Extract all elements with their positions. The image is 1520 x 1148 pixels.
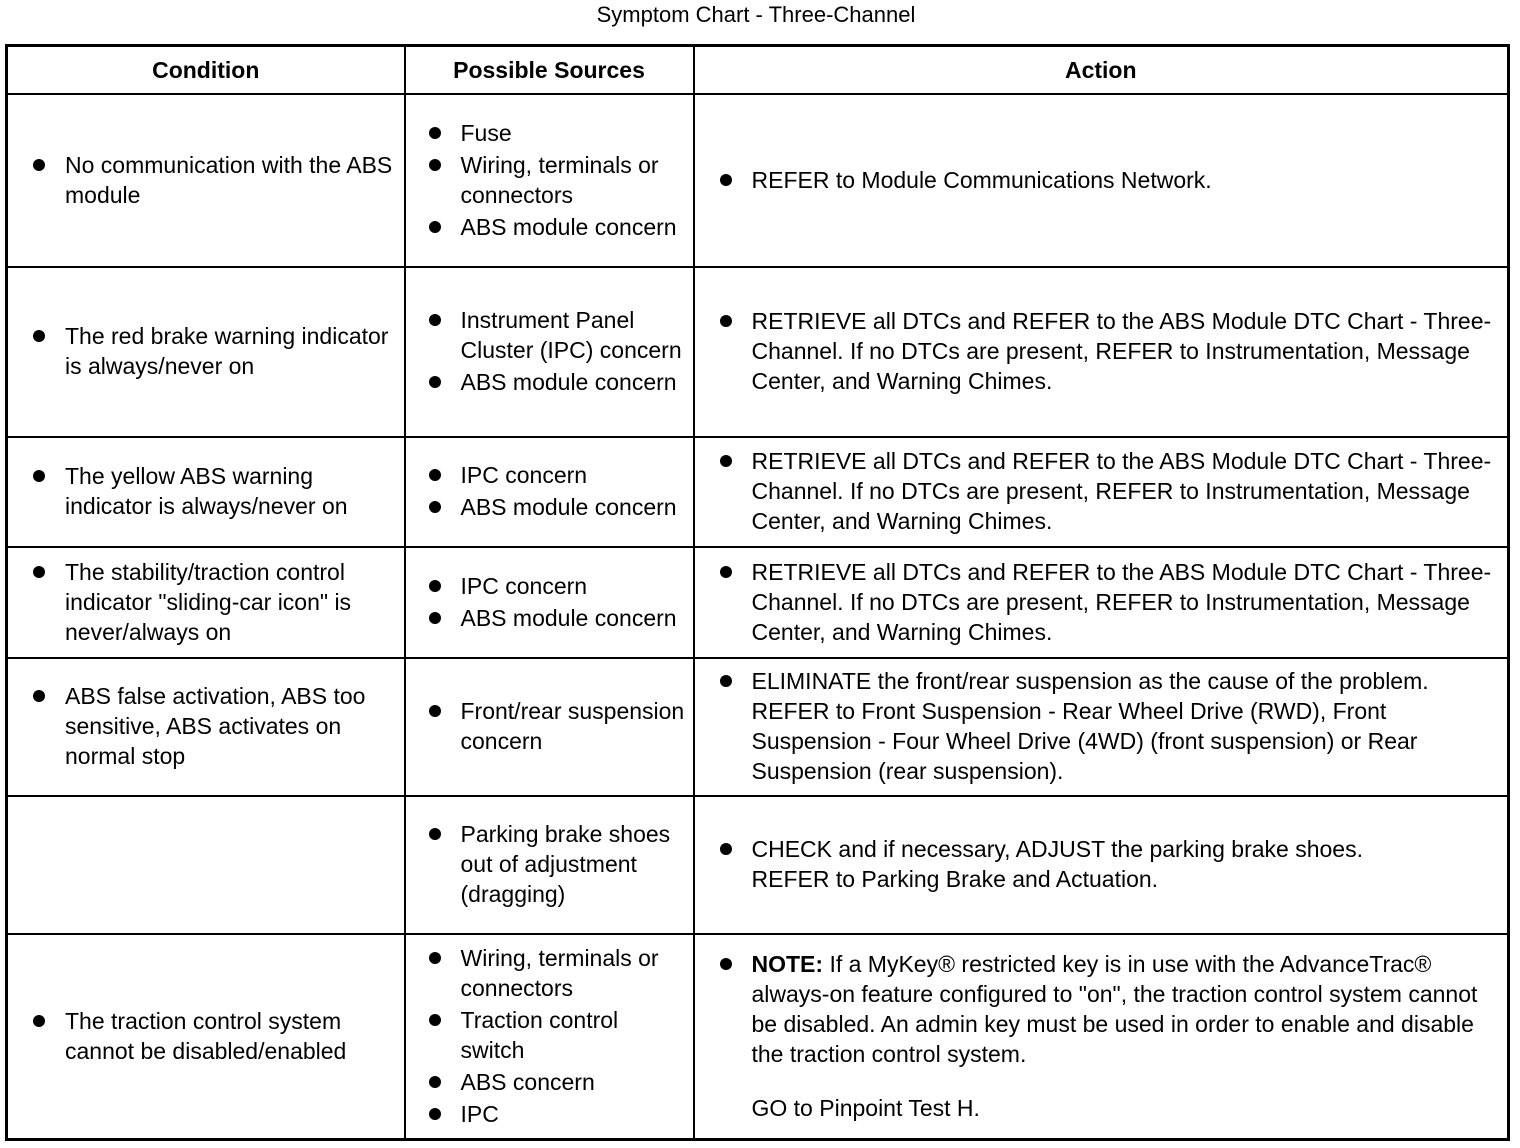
note-text: If a MyKey® restricted key is in use with the AdvanceTrac® always-on feature configured to "on", the traction control system cannot be disabled. An admin key must be used in order to enable and disable the traction control system. (751, 950, 1478, 1067)
source-item: ABS module concern (461, 603, 685, 633)
condition-text: The red brake warning indicator is always/never on (65, 321, 396, 381)
action-text: REFER to Module Communications Network. (752, 165, 1502, 195)
condition-cell (7, 437, 405, 547)
action-cell (694, 796, 1509, 934)
action-text: RETRIEVE all DTCs and REFER to the ABS Module DTC Chart - Three-Channel. If no DTCs are present, REFER to Instrumentation, Message Center, and Warning Chimes. (752, 557, 1502, 647)
action-item (752, 949, 1502, 1123)
condition-text: The yellow ABS warning indicator is always/never on (65, 461, 396, 521)
action-line: REFER to Parking Brake and Actuation. (751, 866, 1159, 893)
sources-cell (405, 267, 694, 437)
source-item: IPC concern (461, 460, 685, 490)
symptom-chart-table (5, 44, 1510, 1141)
condition-cell (7, 547, 405, 658)
condition-text: The stability/traction control indicator "sliding-car icon" is never/always on (65, 557, 396, 647)
source-item: Instrument Panel Cluster (IPC) concern (461, 305, 685, 365)
source-item: Wiring, terminals or connectors (461, 943, 685, 1003)
sources-cell (405, 547, 694, 658)
action-text: RETRIEVE all DTCs and REFER to the ABS Module DTC Chart - Three-Channel. If no DTCs are present, REFER to Instrumentation, Message Center, and Warning Chimes. (752, 446, 1502, 536)
condition-cell (7, 267, 405, 437)
condition-text: ABS false activation, ABS too sensitive, ABS activates on normal stop (65, 681, 396, 771)
action-cell (694, 547, 1509, 658)
table-row (7, 437, 1509, 547)
action-item (752, 666, 1502, 786)
action-cell (694, 934, 1509, 1139)
action-item (752, 834, 1502, 894)
source-item: Traction control switch (461, 1005, 685, 1065)
source-item: Front/rear suspension concern (460, 698, 685, 755)
source-item: Fuse (461, 118, 685, 148)
source-item: IPC (461, 1099, 685, 1129)
action-text: GO to Pinpoint Test H. (751, 1094, 980, 1121)
condition-text: The traction control system cannot be disabled/enabled (65, 1006, 396, 1066)
action-cell (694, 267, 1509, 437)
header-action: Action (694, 46, 1509, 95)
source-item: IPC concern (461, 571, 685, 601)
source-item: Wiring, terminals or connectors (461, 150, 685, 210)
action-line: REFER to Front Suspension - Rear Wheel Drive (RWD), Front Suspension - Four Wheel Drive (4WD) (front suspension) or Rear Suspension (rear suspension). (751, 698, 1418, 785)
sources-cell (405, 94, 694, 267)
condition-cell (7, 658, 405, 796)
condition-text: No communication with the ABS module (65, 150, 396, 210)
source-item: ABS module concern (461, 367, 685, 397)
sources-cell (405, 796, 694, 934)
source-item: ABS module concern (461, 212, 685, 242)
sources-cell (405, 437, 694, 547)
action-line: ELIMINATE the front/rear suspension as the cause of the problem. (751, 668, 1429, 695)
header-row (7, 46, 1509, 95)
header-possible-sources: Possible Sources (405, 46, 694, 95)
source-item: ABS module concern (461, 492, 685, 522)
condition-cell (7, 934, 405, 1139)
condition-cell (7, 94, 405, 267)
table-row (7, 934, 1509, 1139)
action-cell (694, 94, 1509, 267)
sources-cell (405, 934, 694, 1139)
note-label: NOTE: (751, 950, 824, 977)
table-row (7, 94, 1509, 267)
chart-title: Symptom Chart - Three-Channel (596, 2, 916, 27)
sources-cell (405, 658, 694, 796)
source-item: ABS concern (461, 1067, 685, 1097)
table-row (7, 796, 1509, 934)
condition-cell (7, 796, 405, 934)
source-item: Parking brake shoes out of adjustment (dragging) (461, 819, 685, 909)
action-cell (694, 658, 1509, 796)
action-text: RETRIEVE all DTCs and REFER to the ABS Module DTC Chart - Three-Channel. If no DTCs are present, REFER to Instrumentation, Message Center, and Warning Chimes. (752, 306, 1502, 396)
action-cell (694, 437, 1509, 547)
table-row (7, 658, 1509, 796)
table-row (7, 547, 1509, 658)
table-row (7, 267, 1509, 437)
header-condition: Condition (7, 46, 405, 95)
action-line: CHECK and if necessary, ADJUST the parking brake shoes. (751, 836, 1363, 863)
